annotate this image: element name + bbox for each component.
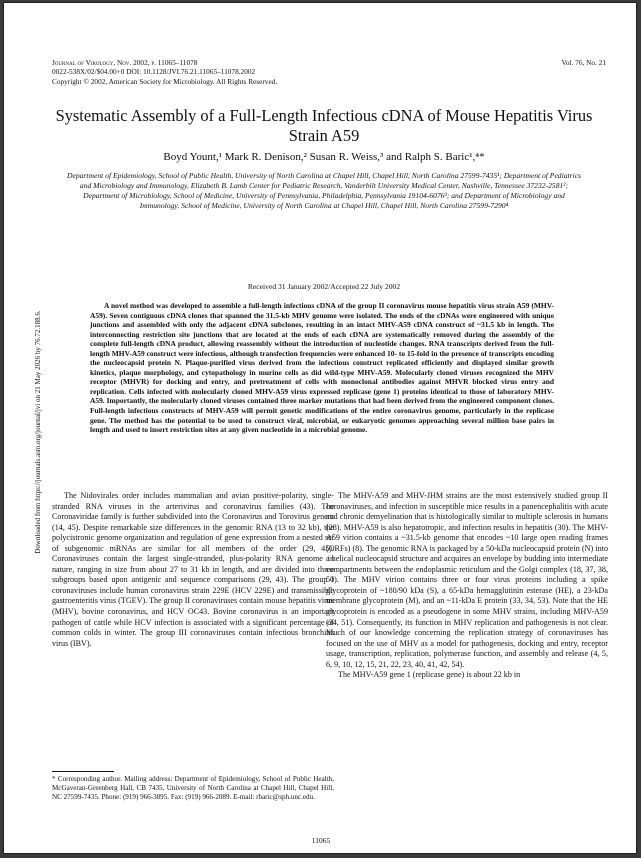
footnote-rule <box>52 771 114 772</box>
body-paragraph: The MHV-A59 and MHV-JHM strains are the most extensively studied group II coronaviruses, and infection in susceptible mice results in a panencephalitis with acute and chronic demyelination that is histologically similar to multiple sclerosis in humans (28). MHV-A59 is also hepatotropic, and infection results in hepatitis (30). The MHV-A59 virion contains a ~31.5-kb genome that encodes ~10 large open reading frames (ORFs) (8). The genomic RNA is packaged by a 50-kDa nucleocapsid protein (N) into a helical nucleocapsid structure and acquires an envelope by budding into intermediate compartments between the endoplasmic reticulum and the Golgi complex (18, 37, 38, 50). The MHV virion contains three or four virus proteins including a spike glycoprotein of ~180/90 kDa (S), a 65-kDa hemagglutinin esterase (HE), a 23-kDa membrane glycoprotein (M), and an ~11-kDa E protein (33, 34, 53). Note that the HE glycoprotein is encoded as a pseudogene in some MHV strains, including MHV-A59 (34, 51). Consequently, its function in MHV replication and pathogenesis is not clear. Much of our knowledge concerning the replication strategy of coronaviruses has focused on the use of MHV as a model for pathogenesis, docking and entry, receptor usage, transcription, replication, polymerase function, and assembly and release (4, 5, 6, 9, 10, 12, 15, 21, 22, 23, 40, 41, 42, 54). <box>326 491 608 669</box>
journal-citation: Journal of Virology, Nov. 2002, p. 11065–11078 <box>52 58 198 67</box>
author-list: Boyd Yount,¹ Mark R. Denison,² Susan R. Weiss,³ and Ralph S. Baric¹,⁴* <box>163 151 485 163</box>
download-watermark: Downloaded from https://journals.asm.org/journal/jvi on 21 May 2026 by 76.72.188.6. <box>34 310 42 554</box>
intro-paragraph: The Nidovirales order includes mammalian and avian positive-polarity, single-stranded RNA viruses in the arterivirus and coronavirus families (43). The Coronaviridae family is further subdivided into the Coronavirus and Torovirus genera (14, 45). Despite remarkable size differences in the genomic RNA (13 to 32 kb), the polycistronic genome organization and regulation of gene expression from a nested set of subgenomic mRNAs are similar for all members of the order (29, 45). Coronaviruses contain the largest single-stranded, plus-polarity RNA genome in nature, ranging in size from about 27 to 31 kb in length, and are divided into three subgroups based upon antigenic and sequence comparisons (29, 43). The group I coronaviruses include human coronavirus strain 229E (HCV 229E) and transmissible gastroenteritis virus (TGEV). The group II coronaviruses contain mouse hepatitis virus (MHV), bovine coronavirus, and HCV OC43. Bovine coronavirus is an important pathogen of cattle while HCV infection is associated with a significant percentage of common colds in winter. The group III coronaviruses contain infectious bronchitis virus (IBV). <box>52 491 334 648</box>
journal-page <box>3 2 637 854</box>
affiliations: Department of Epidemiology, School of Public Health, University of North Carolina at Chapel Hill, Chapel Hill, North Carolina 27599-7435¹; Department of Pediatrics and Microbiology and Immunology, Elizabeth B. Lamb Center for Pediatric Research, Vanderbilt University Medical Center, Nashville, Tennessee 37232-2581²; Department of Microbiology, School of Medicine, University of Pennsylvania, Philadelphia, Pennsylvania 19104-6076³; and Department of Microbiology and Immunology, School of Medicine, University of North Carolina at Chapel Hill, Chapel Hill, North Carolina 27599-7290⁴ <box>66 171 582 210</box>
journal-header <box>52 58 277 86</box>
article-title: Systematic Assembly of a Full-Length Infectious cDNA of Mouse Hepatitis Virus Strain A59 <box>55 106 593 145</box>
body-column-right <box>326 491 608 681</box>
issn-doi: 0022-538X/02/$04.00+0 DOI: 10.1128/JVI.76.21.11065–11078.2002 <box>52 67 256 77</box>
volume-label: Vol. 76, No. 21 <box>561 58 606 67</box>
body-paragraph: The MHV-A59 gene 1 (replicase gene) is about 22 kb in <box>338 670 521 680</box>
abstract: A novel method was developed to assemble a full-length infectious cDNA of the group II coronavirus mouse hepatitis virus strain A59 (MHV-A59). Seven contiguous cDNA clones that spanned the 31.5-kb MHV genome were isolated. The ends of the cDNAs were engineered with unique junctions and assembled with only the adjacent cDNA subclones, resulting in an intact MHV-A59 cDNA construct of ~31.5 kb in length. The interconnecting restriction site junctions that are located at the ends of each cDNA are systematically removed during the assembly of the complete full-length cDNA product, allowing reassembly without the introduction of nucleotide changes. RNA transcripts derived from the full-length MHV-A59 construct were infectious, although transfection frequencies were enhanced 10- to 15-fold in the presence of transcripts encoding the nucleocapsid protein N. Plaque-purified virus derived from the infectious construct replicated efficiently and displayed similar growth kinetics, plaque morphology, and cytopathology in murine cells as did wild-type MHV-A59. Molecularly cloned viruses recognized the MHV receptor (MHVR) for docking and entry, and pretreatment of cells with monoclonal antibodies against MHVR blocked virus entry and replication. Cells infected with molecularly cloned MHV-A59 virus expressed replicase (gene 1) proteins identical to those of laboratory MHV-A59. Importantly, the molecularly cloned viruses contained three marker mutations that had been derived from the engineered component clones. Full-length infectious constructs of MHV-A59 will permit genetic modifications of the entire coronavirus genome, particularly in the replicase gene. The method has the potential to be used to construct viral, microbial, or eukaryotic genomes approaching several million base pairs in length and used to insert restriction sites at any given nucleotide in a microbial genome. <box>90 301 554 435</box>
body-column-left <box>52 491 334 649</box>
page-number: 11065 <box>311 836 331 845</box>
received-dates: Received 31 January 2002/Accepted 22 July 2002 <box>247 282 401 291</box>
corresponding-author-footnote: * Corresponding author. Mailing address: Department of Epidemiology, School of Public Health, McGaveran-Greenberg Hall, CB 7435, University of North Carolina at Chapel Hill, Chapel Hill, NC 27599-7435. Phone: (919) 966-3895. Fax: (919) 966-2089. E-mail: rbaric@sph.unc.edu. <box>52 775 334 801</box>
copyright-line: Copyright © 2002, American Society for Microbiology. All Rights Reserved. <box>52 76 278 86</box>
